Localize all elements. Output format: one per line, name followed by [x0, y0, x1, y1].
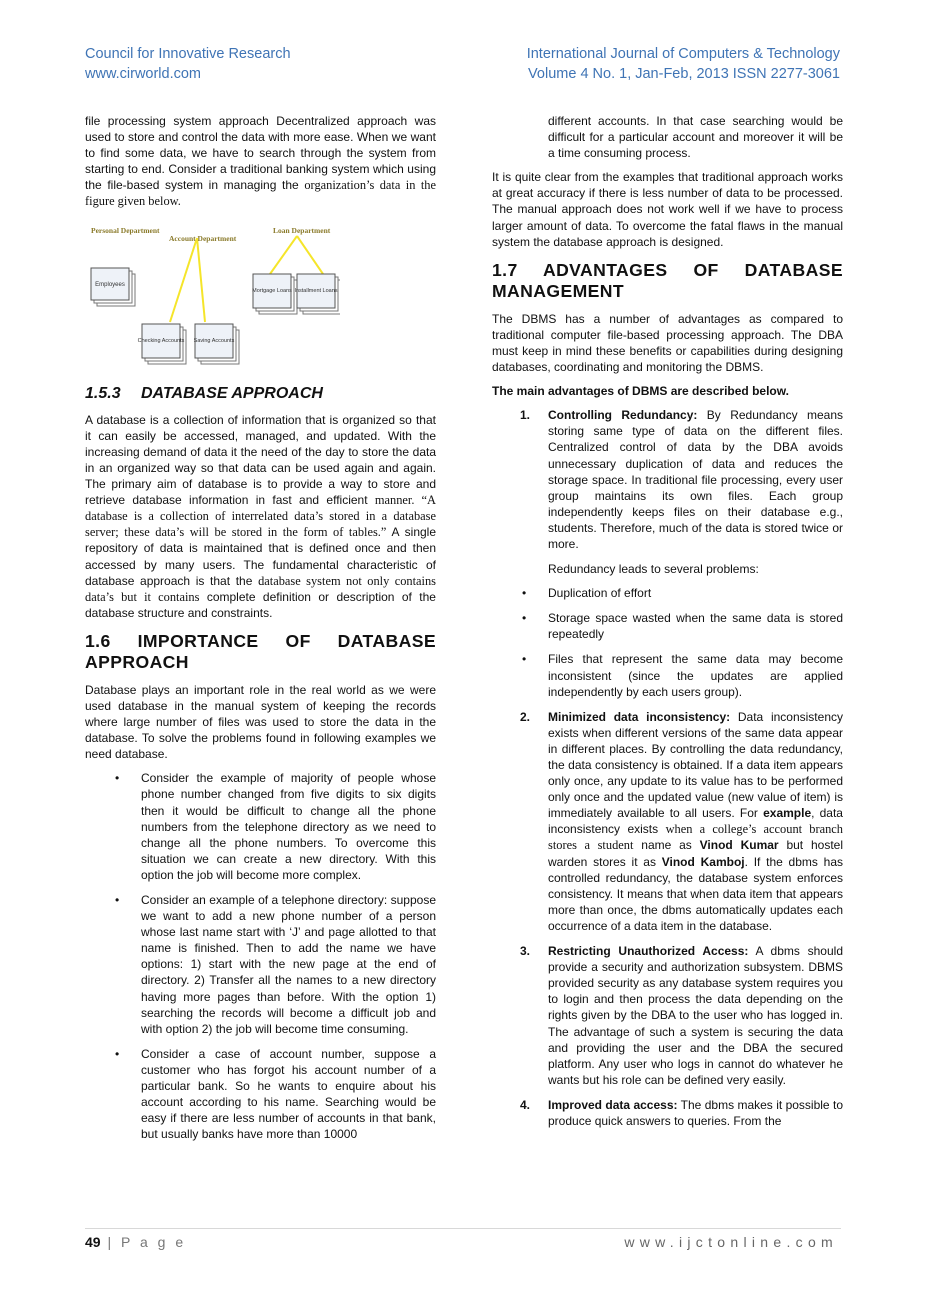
footer-divider [85, 1228, 841, 1229]
list-item: • Storage space wasted when the same data is stored repeatedly [522, 611, 843, 642]
mortgage-file-stack [253, 274, 297, 314]
label-checking: Checking Accounts [137, 337, 185, 344]
connector-line [270, 236, 297, 274]
installment-file-stack [297, 274, 340, 314]
footer-website[interactable]: www.ijctonline.com [624, 1234, 838, 1250]
bullet-continuation: different accounts. In that case searching would be difficult for a particular account and moreover it will be a time consuming process. [548, 114, 843, 161]
label-saving: Saving Accounts [193, 337, 235, 344]
section-1-6-heading: 1.6 IMPORTANCE OF DATABASE APPROACH [85, 630, 436, 672]
left-column [85, 113, 436, 1151]
council-name: Council for Innovative Research [85, 46, 291, 62]
right-column [492, 113, 843, 1138]
redundancy-lead: Redundancy leads to several problems: [548, 562, 759, 577]
label-installment: Installment Loans [294, 287, 338, 294]
section-1-5-3-heading: 1.5.3 DATABASE APPROACH [85, 384, 323, 402]
bullet-icon: • [115, 771, 120, 786]
list-item: • Consider a case of account number, suppose a customer who has forgot his account number of a particular bank. So he wants to enquire about his account according to his name. Searching would be easy if there are less number of accounts in that bank, but usually banks have more than 10000 [115, 1046, 436, 1142]
list-item: • Duplication of effort [522, 586, 652, 601]
list-item: 2. Minimized data inconsistency: Data inconsistency exists when different versions of the same data appear in different places. By controlling the data redundancy, the data consistency is obtained. If a data item appears only once, any update to its value has to be performed only once and the updated value (new value of item) is immediately available to all users. For example, data inconsistency exists when a college’s account branch stores a student name as Vinod Kumar but hostel warden stores it as Vinod Kamboj. If the dbms has controlled redundancy, the database system enforces consistency. It means that when data item that appears more than once, the dbms automatically updates each occurrence of a data item in the database. [520, 709, 844, 933]
checking-file-stack [142, 324, 186, 364]
journal-volume: Volume 4 No. 1, Jan-Feb, 2013 ISSN 2277-3061 [528, 66, 840, 82]
label-mortgage: Mortgage Loans [252, 287, 292, 294]
advantages-list-continued [492, 709, 843, 1129]
paragraph-traditional-approach: It is quite clear from the examples that traditional approach works at great accuracy if there is less number of data to be processed. The manual approach does not work well if we have to process larger amount of data. To overcome the fatal flaws in the manual system the database approach is designed. [492, 170, 843, 249]
list-item: 3. Restricting Unauthorized Access: A dbms should provide a security and authorization subsystem. DBMS provided security as any database system requires you to login and then process the data depending on the rights given by the DBA to the user who has logged in. The advantage of such a system is securing the data and providing the user and the DBA the secured platform. Any user who logs in cannot do whatever he wants but his role can be defined very easily. [520, 944, 843, 1087]
connector-line [197, 238, 205, 322]
page-number: 49 | P a g e [85, 1234, 187, 1250]
paragraph-database-approach: A database is a collection of information that is organized so that it can easily be accessed, managed, and updated. With the increasing demand of data it the need of the day to store the data in an organized way so that data can be used again and again. The primary aim of database is to provide a way to store and retrieve database information in fast and efficient manner. “A database is a collection of interrelated data’s stored in a database server; these data’s will be stored in the form of tables.” A single repository of data is maintained that is defined once and then accessed by many users. The fundamental characteristic of database approach is that the database system not only contains data’s but it contains complete definition or description of the database structure and constraints. [85, 412, 437, 620]
paragraph-dbms-advantages: The DBMS has a number of advantages as compared to traditional computer file-based processing approach. The DBA must keep in mind these benefits or capabilities during designing databases, coordinating and monitoring the DBMS. [492, 311, 843, 375]
example-bullet-list [85, 770, 436, 1142]
figure-diagram [85, 222, 340, 372]
section-1-7-heading: 1.7 ADVANTAGES OF DATABASE MANAGEMENT [492, 259, 843, 301]
advantages-list [492, 407, 843, 552]
journal-header-left [85, 44, 291, 84]
list-item: 1. Controlling Redundancy: By Redundancy means storing same type of data on the different files. Centralized control of data by the DBA avoids unnecessary duplication of data and reduces the storage space. In traditional file processing, every user group maintains its own files. Each group independently keeps files on their database e.g., students. Therefore, much of the data is stored twice or more. [520, 408, 844, 551]
label-account: Account Department [169, 233, 237, 243]
list-item: • Consider the example of majority of people whose phone number changed from five digits to six digits then it would be difficult to change all the phone numbers from the telephone directory as we need to change all the phone numbers. To overcome this situation we can create a new directory. With this option the job will become more complex. [115, 771, 436, 882]
list-item: • Consider an example of a telephone directory: suppose we want to add a new phone number of a person whose last name start with ‘J’ and page allotted to that name is finished. Then to add the name we have options: 1) start with the new page at the end of directory. 2) Transfer all the names to a new directory having more pages than before. With the option 1) searching the records will become a difficult job and with option 2) the job will become time consuming. [115, 893, 436, 1036]
bullet-icon: • [522, 586, 527, 601]
list-item: • Files that represent the same data may become inconsistent (since the updates are applied independently by each users group). [522, 652, 843, 699]
label-personal: Personal Department [91, 225, 160, 235]
connector-line [297, 236, 323, 274]
redundancy-problems-list [492, 585, 843, 700]
bullet-icon: • [522, 652, 527, 667]
saving-file-stack [195, 324, 239, 364]
label-loan: Loan Department [273, 225, 331, 235]
paragraph-importance: Database plays an important role in the real world as we were used database in the manual system of keeping the records where large number of files was used to store the data in the database. To solve the problems found in following examples we need database. [85, 682, 436, 762]
main-advantages-lead: The main advantages of DBMS are described below. [492, 384, 789, 399]
bullet-icon: • [115, 1046, 120, 1061]
bullet-icon: • [115, 893, 120, 907]
bullet-icon: • [522, 611, 527, 626]
journal-header-right [527, 44, 840, 84]
council-website[interactable]: www.cirworld.com [85, 66, 202, 82]
connector-line [170, 238, 197, 322]
label-employees: Employees [95, 281, 125, 288]
journal-title: International Journal of Computers & Technology [526, 46, 840, 62]
list-item: 4. Improved data access: The dbms makes it possible to produce quick answers to queries. From the [520, 1097, 843, 1128]
banking-file-system-figure [85, 222, 340, 372]
paragraph-intro: file processing system approach Decentralized approach was used to store and control the data with more ease. When we want to find some data, we have to search through the system from starting to end. Consider a traditional banking system which using the file-based system in managing the organization’s data in the figure given below. [85, 114, 436, 209]
